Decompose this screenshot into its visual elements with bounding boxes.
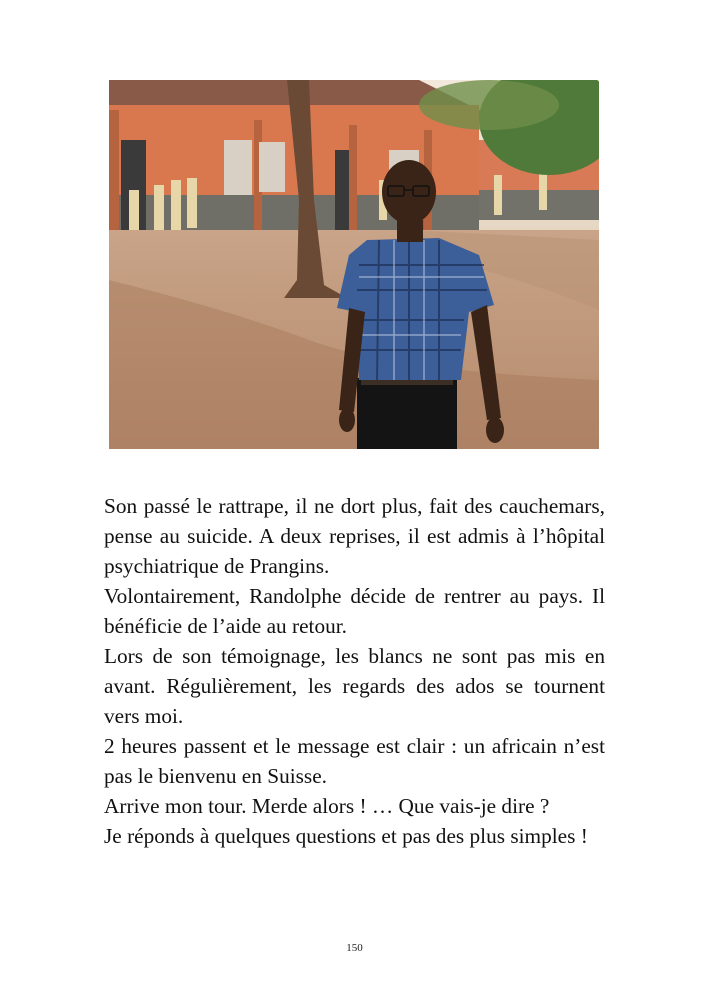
paragraph: Volontairement, Randolphe décide de rentrer au pays. Il bénéficie de l’aide au retour. [104,584,605,638]
page-number: 150 [346,942,363,954]
paragraph: Arrive mon tour. Merde alors ! … Que vais-je dire ? [104,794,550,818]
paragraph: 2 heures passent et le message est clair : un africain n’est pas le bienvenu en Suisse. [104,734,605,788]
body-text [104,491,605,851]
photo-man-schoolyard [109,80,599,449]
paragraph: Je réponds à quelques questions et pas des plus simples ! [104,824,588,848]
paragraph: Lors de son témoignage, les blancs ne sont pas mis en avant. Régulièrement, les regards des ados se tournent vers moi. [104,644,605,728]
paragraph: Son passé le rattrape, il ne dort plus, fait des cauchemars, pense au suicide. A deux reprises, il est admis à l’hôpital psychiatrique de Prangins. [104,494,605,578]
